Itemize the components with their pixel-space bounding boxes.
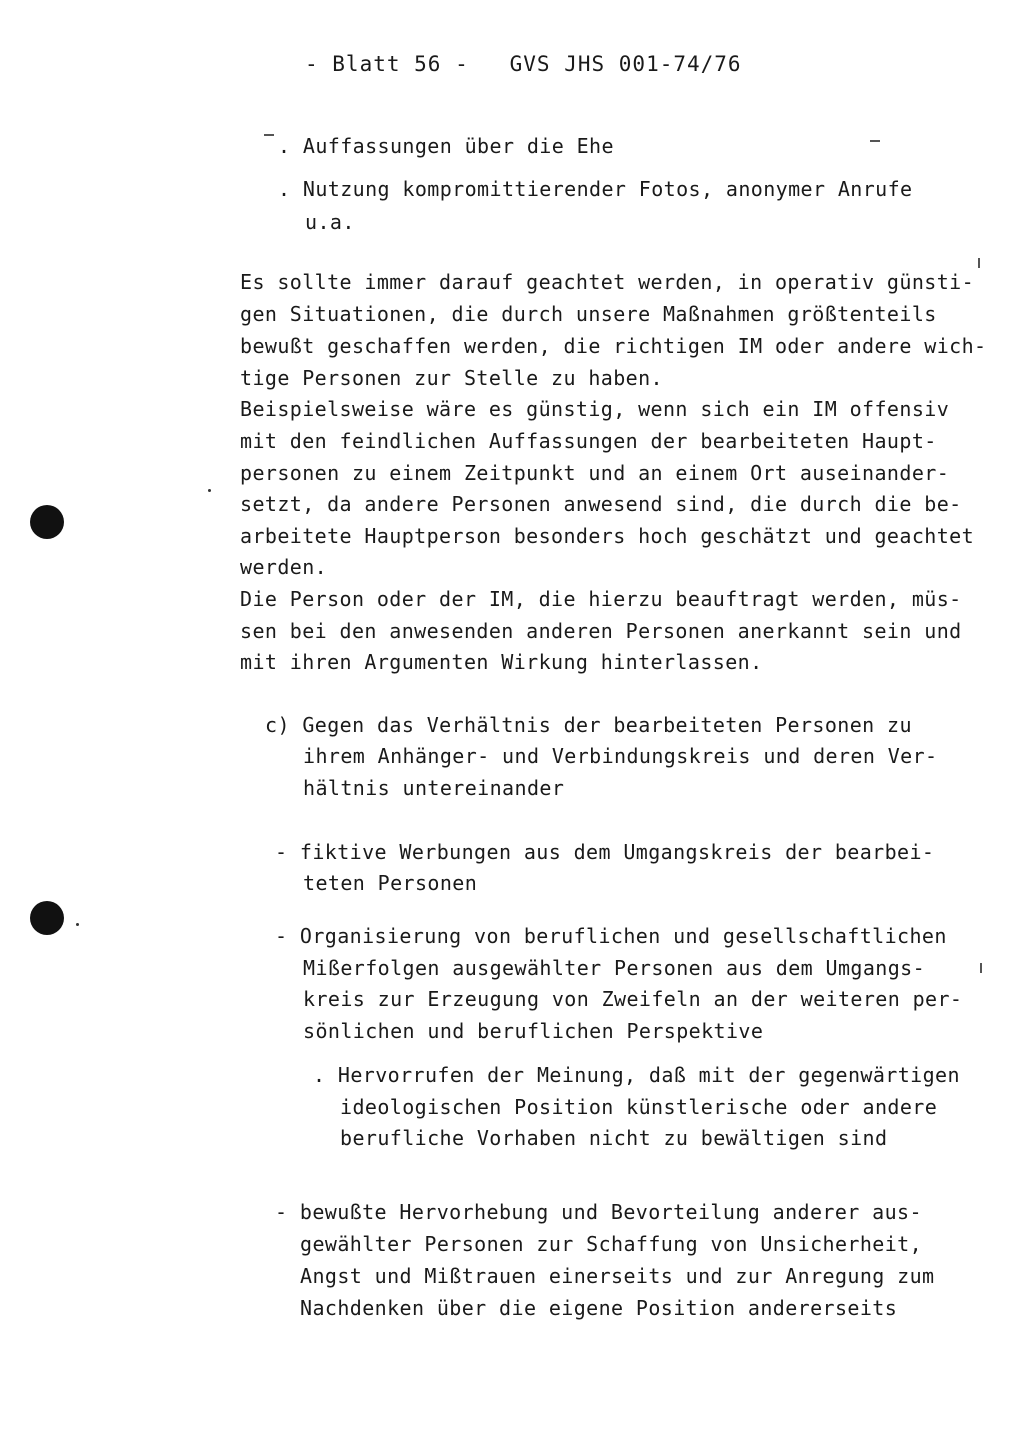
bullet-item-photos: . Nutzung kompromittierender Fotos, anonymer Anrufe <box>278 177 913 201</box>
body-line: tige Personen zur Stelle zu haben. <box>240 366 663 390</box>
body-line: gen Situationen, die durch unsere Maßnahmen größtenteils <box>240 302 937 326</box>
page-header: - Blatt 56 - GVS JHS 001-74/76 <box>305 52 742 76</box>
dash-item-failures-cont: kreis zur Erzeugung von Zweifeln an der weiteren per- <box>303 987 963 1011</box>
dash-item-recruitment: - fiktive Werbungen aus dem Umgangskreis der bearbei- <box>275 840 935 864</box>
section-heading-c-cont: ihrem Anhänger- und Verbindungskreis und deren Ver- <box>303 744 938 768</box>
dash-item-favoritism: - bewußte Hervorhebung und Bevorteilung anderer aus- <box>275 1200 922 1224</box>
body-line: setzt, da andere Personen anwesend sind, die durch die be- <box>240 492 962 516</box>
punch-hole-top <box>30 505 64 539</box>
scan-mark <box>978 258 980 268</box>
body-line: arbeitete Hauptperson besonders hoch geschätzt und geachtet <box>240 524 975 548</box>
dash-item-failures-cont: Mißerfolgen ausgewählter Personen aus dem Umgangs- <box>303 956 926 980</box>
body-line: werden. <box>240 555 328 579</box>
dash-item-favoritism-cont: Nachdenken über die eigene Position andererseits <box>300 1296 898 1320</box>
body-line: personen zu einem Zeitpunkt und an einem Ort auseinander- <box>240 461 950 485</box>
punch-hole-bottom <box>30 901 64 935</box>
sub-bullet-opinion: . Hervorrufen der Meinung, daß mit der gegenwärtigen <box>313 1063 960 1087</box>
dash-item-failures: - Organisierung von beruflichen und gesellschaftlichen <box>275 924 947 948</box>
body-line: Die Person oder der IM, die hierzu beauftragt werden, müs- <box>240 587 962 611</box>
dash-item-favoritism-cont: Angst und Mißtrauen einerseits und zur Anregung zum <box>300 1264 935 1288</box>
body-line: sen bei den anwesenden anderen Personen anerkannt sein und <box>240 619 962 643</box>
dash-item-failures-cont: sönlichen und beruflichen Perspektive <box>303 1019 764 1043</box>
bullet-item-marriage: . Auffassungen über die Ehe <box>278 134 614 158</box>
bullet-item-photos-cont: u.a. <box>305 210 355 234</box>
body-line: Es sollte immer darauf geachtet werden, in operativ günsti- <box>240 270 975 294</box>
dash-item-recruitment-cont: teten Personen <box>303 871 478 895</box>
scan-mark <box>980 963 982 973</box>
scan-speck <box>76 923 79 926</box>
body-line: mit ihren Argumenten Wirkung hinterlassen. <box>240 650 763 674</box>
body-line: mit den feindlichen Auffassungen der bearbeiteten Haupt- <box>240 429 937 453</box>
scan-mark <box>264 134 274 136</box>
body-line: Beispielsweise wäre es günstig, wenn sich ein IM offensiv <box>240 397 950 421</box>
body-line: bewußt geschaffen werden, die richtigen IM oder andere wich- <box>240 334 987 358</box>
scan-speck <box>208 489 211 492</box>
sub-bullet-opinion-cont: berufliche Vorhaben nicht zu bewältigen sind <box>340 1126 888 1150</box>
section-heading-c-cont: hältnis untereinander <box>303 776 565 800</box>
section-heading-c: c) Gegen das Verhältnis der bearbeiteten Personen zu <box>265 713 912 737</box>
dash-item-favoritism-cont: gewählter Personen zur Schaffung von Unsicherheit, <box>300 1232 923 1256</box>
scan-mark <box>870 140 880 142</box>
sub-bullet-opinion-cont: ideologischen Position künstlerische oder andere <box>340 1095 938 1119</box>
